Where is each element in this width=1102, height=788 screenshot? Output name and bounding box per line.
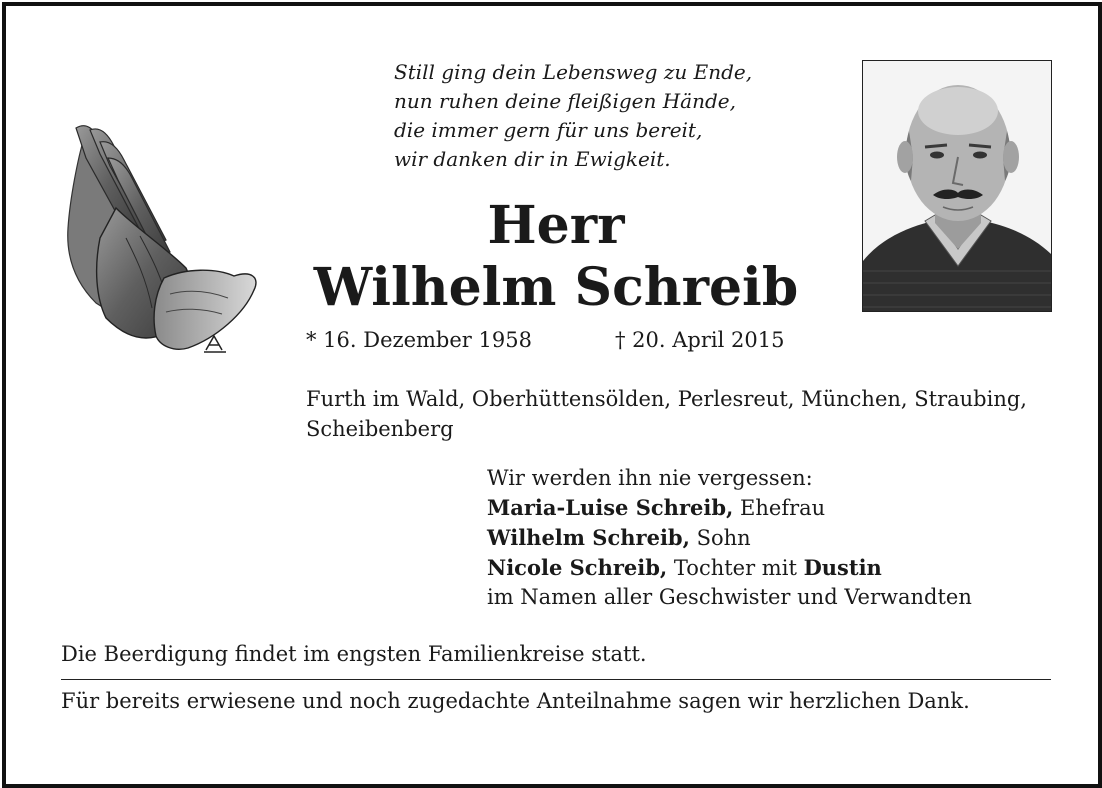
mourner-entry xyxy=(487,523,1087,553)
mourner-extra-name: Dustin xyxy=(803,555,882,580)
death-date: † 20. April 2015 xyxy=(615,328,785,352)
funeral-note: Die Beerdigung findet im engsten Familienkreise statt. xyxy=(61,642,647,666)
mourner-entry xyxy=(487,553,1087,583)
mourner-name: Maria-Luise Schreib, xyxy=(487,495,734,520)
poem-line: die immer gern für uns bereit, xyxy=(394,118,703,142)
deceased-honorific: Herr xyxy=(487,195,625,256)
mourner-entry xyxy=(487,493,1087,523)
divider xyxy=(61,679,1051,680)
thanks-note: Für bereits erwiesene und noch zugedachte Anteilnahme sagen wir herzlichen Dank. xyxy=(61,689,970,713)
obituary-notice xyxy=(2,2,1102,788)
mourners-intro: Wir werden ihn nie vergessen: xyxy=(487,466,813,490)
poem-line: wir danken dir in Ewigkeit. xyxy=(394,147,671,171)
birth-date: * 16. Dezember 1958 xyxy=(306,328,532,352)
portrait-photo xyxy=(862,60,1052,312)
mourner-relation: Sohn xyxy=(696,526,751,550)
mourners-closing: im Namen aller Geschwister und Verwandten xyxy=(487,585,972,609)
places-list: Furth im Wald, Oberhüttensölden, Perlesreut, München, Straubing, Scheibenberg xyxy=(306,387,1027,441)
poem-line: Still ging dein Lebensweg zu Ende, xyxy=(394,60,753,84)
praying-hands-icon xyxy=(56,118,266,368)
mourner-relation: Ehefrau xyxy=(740,496,826,520)
mourner-name: Wilhelm Schreib, xyxy=(487,525,690,550)
poem xyxy=(394,58,834,174)
mourner-relation: Tochter mit xyxy=(673,556,797,580)
mourners-list xyxy=(487,464,1087,612)
deceased-name: Wilhelm Schreib xyxy=(313,257,799,318)
mourner-name: Nicole Schreib, xyxy=(487,555,668,580)
poem-line: nun ruhen deine fleißigen Hände, xyxy=(394,89,736,113)
